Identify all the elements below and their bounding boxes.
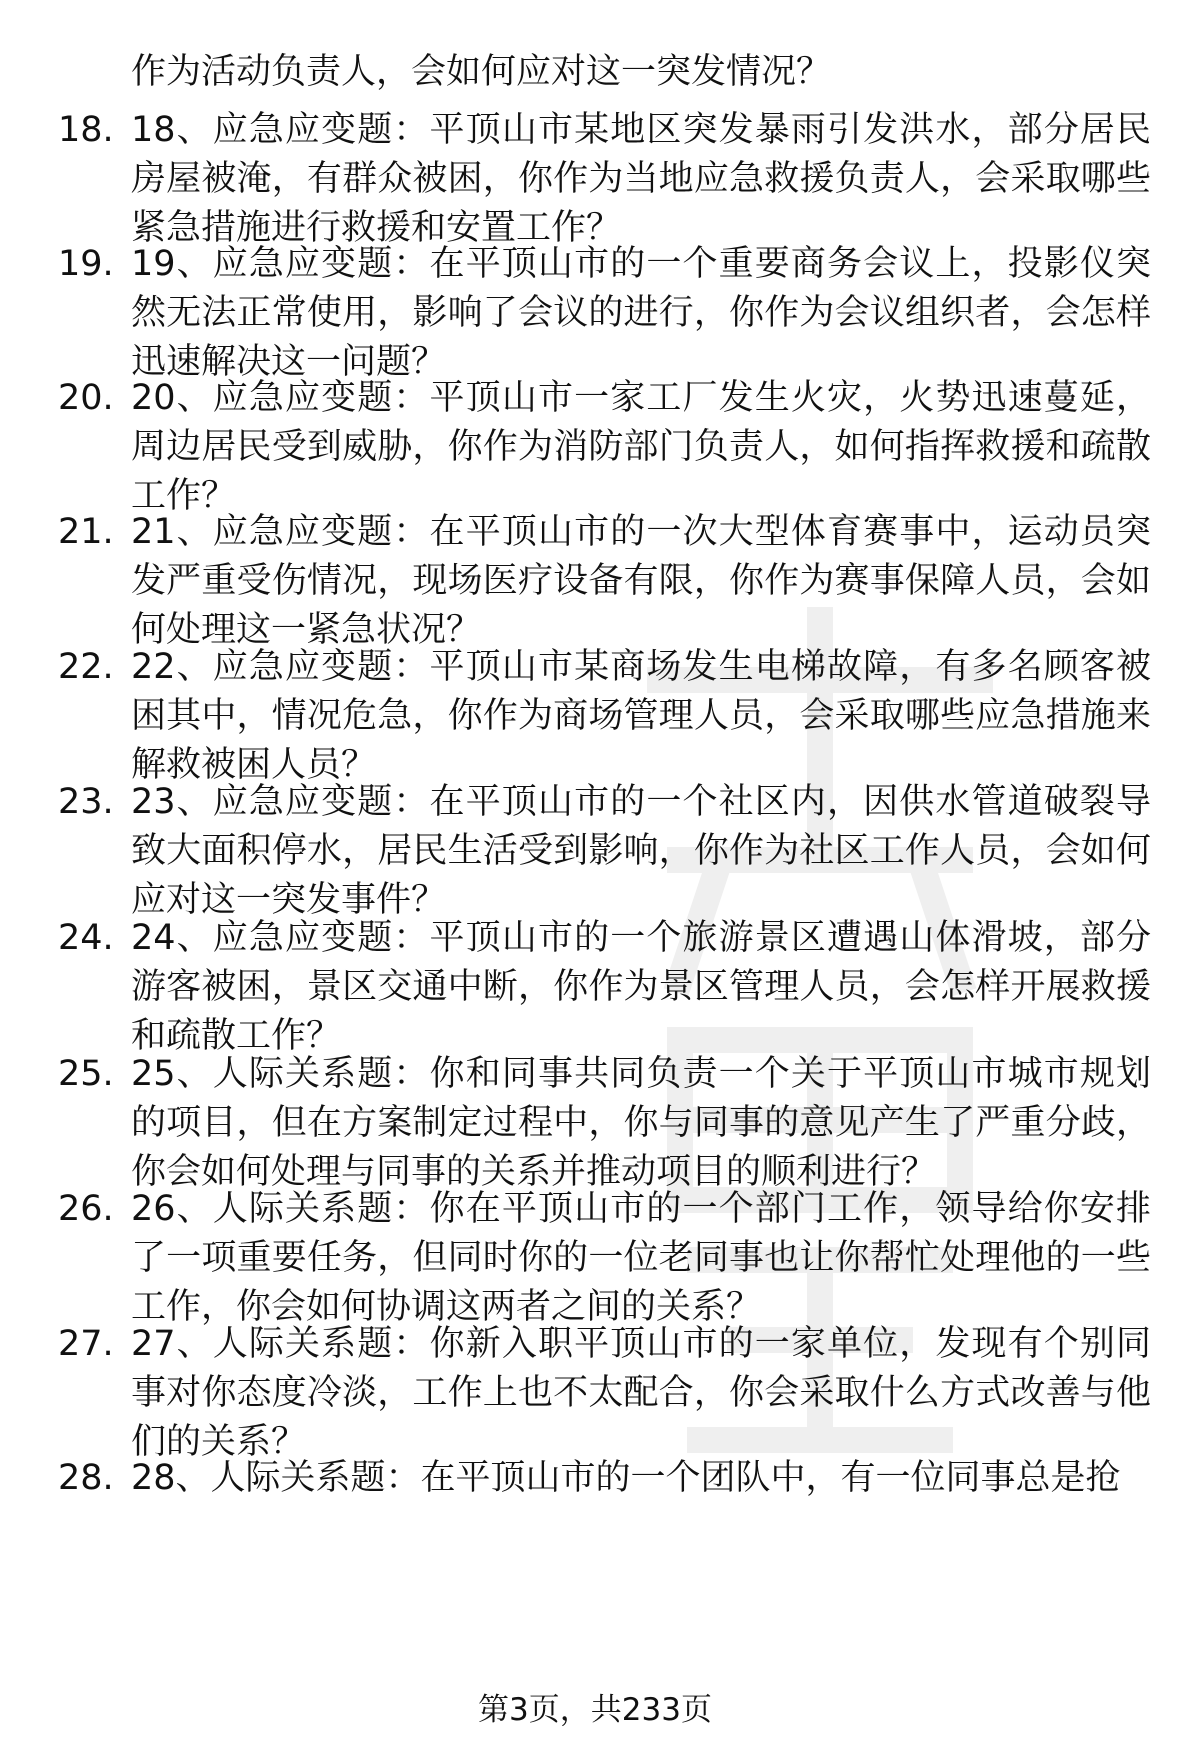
continuation-text: 作为活动负责人，会如何应对这一突发情况？ [131, 52, 832, 92]
question-text: 25、人际关系题：你和同事共同负责一个关于平顶山市城市规划的项目，但在方案制定过程中，你与同事的意见产生了严重分歧，你会如何处理与同事的关系并推动项目的顺利进行？ [131, 1054, 1151, 1192]
question-number: 23. [58, 782, 114, 822]
question-number: 28. [58, 1458, 114, 1498]
question-number: 18. [58, 110, 114, 150]
question-text: 19、应急应变题：在平顶山市的一个重要商务会议上，投影仪突然无法正常使用，影响了会议的进行，你作为会议组织者，会怎样迅速解决这一问题？ [131, 244, 1151, 382]
question-text: 22、应急应变题：平顶山市某商场发生电梯故障，有多名顾客被困其中，情况危急，你作为商场管理人员，会采取哪些应急措施来解救被困人员？ [131, 647, 1151, 785]
question-text: 28、人际关系题：在平顶山市的一个团队中，有一位同事总是抢 [131, 1458, 1121, 1498]
question-text: 18、应急应变题：平顶山市某地区突发暴雨引发洪水，部分居民房屋被淹，有群众被困，你作为当地应急救援负责人，会采取哪些紧急措施进行救援和安置工作？ [131, 110, 1151, 248]
question-text: 23、应急应变题：在平顶山市的一个社区内，因供水管道破裂导致大面积停水，居民生活受到影响，你作为社区工作人员，会如何应对这一突发事件？ [131, 782, 1151, 920]
question-number: 22. [58, 647, 114, 687]
question-number: 26. [58, 1189, 114, 1229]
question-text: 24、应急应变题：平顶山市的一个旅游景区遭遇山体滑坡，部分游客被困，景区交通中断，你作为景区管理人员，会怎样开展救援和疏散工作？ [131, 918, 1151, 1056]
question-text: 27、人际关系题：你新入职平顶山市的一家单位，发现有个别同事对你态度冷淡，工作上也不太配合，你会采取什么方式改善与他们的关系？ [131, 1324, 1151, 1462]
question-number: 19. [58, 244, 114, 284]
question-text: 21、应急应变题：在平顶山市的一次大型体育赛事中，运动员突发严重受伤情况，现场医疗设备有限，你作为赛事保障人员，会如何处理这一紧急状况？ [131, 512, 1151, 650]
question-number: 27. [58, 1324, 114, 1364]
page-footer: 第3页，共233页 [478, 1692, 712, 1728]
question-number: 21. [58, 512, 114, 552]
question-number: 20. [58, 378, 114, 418]
question-number: 25. [58, 1054, 114, 1094]
question-text: 26、人际关系题：你在平顶山市的一个部门工作，领导给你安排了一项重要任务，但同时你的一位老同事也让你帮忙处理他的一些工作，你会如何协调这两者之间的关系？ [131, 1189, 1151, 1327]
question-text: 20、应急应变题：平顶山市一家工厂发生火灾，火势迅速蔓延，周边居民受到威胁，你作为消防部门负责人，如何指挥救援和疏散工作？ [131, 378, 1151, 516]
question-number: 24. [58, 918, 114, 958]
